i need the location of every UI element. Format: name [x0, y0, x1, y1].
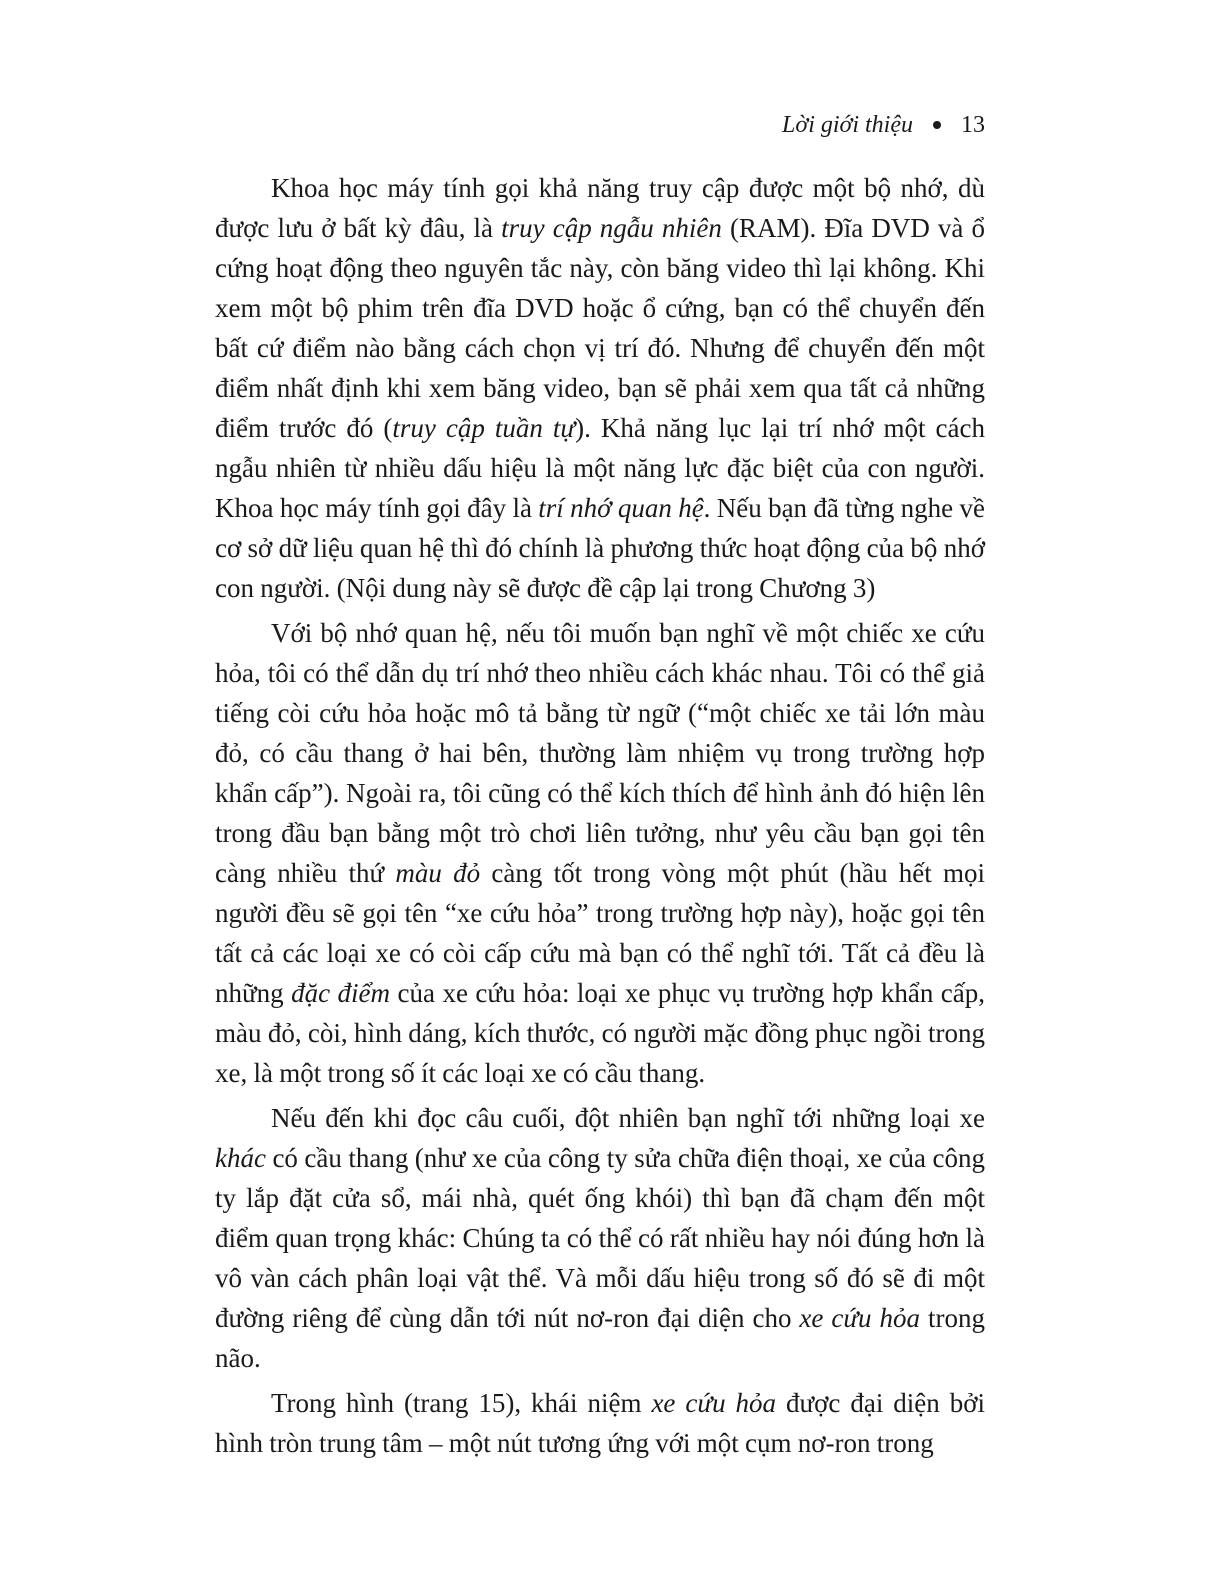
text-run: có cầu thang (như xe của công ty sửa chữa điện thoại, xe của công ty lắp đặt cửa sổ, mái nhà, quét ống khói) thì bạn đã chạm đến một điểm quan trọng khác: Chúng ta có thể có rất nhiều hay nói đúng hơn là vô vàn cách phân loại vật thể. Và mỗi dấu hiệu trong số đó sẽ đi một đường riêng để cùng dẫn tới nút nơ-ron đại diện cho [215, 1143, 985, 1333]
paragraph [215, 1383, 985, 1463]
italic-term: màu đỏ [395, 858, 481, 888]
text-run: (RAM). Đĩa DVD và ổ cứng hoạt động theo nguyên tắc này, còn băng video thì lại không. Khi xem một bộ phim trên đĩa DVD hoặc ổ cứng, bạn có thể chuyển đến bất cứ điểm nào bằng cách chọn vị trí đó. Nhưng để chuyển đến một điểm nhất định khi xem băng video, bạn sẽ phải xem qua tất cả những điểm trước đó ( [215, 213, 986, 443]
text-run: Với bộ nhớ quan hệ, nếu tôi muốn bạn nghĩ về một chiếc xe cứu hỏa, tôi có thể dẫn dụ trí nhớ theo nhiều cách khác nhau. Tôi có thể giả tiếng còi cứu hỏa hoặc mô tả bằng từ ngữ (“một chiếc xe tải lớn màu đỏ, có cầu thang ở hai bên, thường làm nhiệm vụ trong trường hợp khẩn cấp”). Ngoài ra, tôi cũng có thể kích thích để hình ảnh đó hiện lên trong đầu bạn bằng một trò chơi liên tưởng, như yêu cầu bạn gọi tên càng nhiều thứ [215, 618, 985, 888]
paragraph [215, 168, 985, 608]
text-run: . Nếu bạn đã từng nghe về cơ sở dữ liệu quan hệ thì đó chính là phương thức hoạt động của bộ nhớ con người. (Nội dung này sẽ được đề cập lại trong Chương 3) [215, 493, 985, 603]
italic-term: trí nhớ quan hệ [538, 493, 704, 523]
page-number: 13 [961, 112, 985, 138]
running-header [782, 110, 985, 140]
text-run: Khoa học máy tính gọi khả năng truy cập được một bộ nhớ, dù được lưu ở bất kỳ đâu, là [215, 173, 985, 243]
text-run: càng tốt trong vòng một phút (hầu hết mọi người đều sẽ gọi tên “xe cứu hỏa” trong trường hợp này), hoặc gọi tên tất cả các loại xe có còi cấp cứu mà bạn có thể nghĩ tới. Tất cả đều là những [215, 858, 985, 1008]
paragraph [215, 1098, 985, 1378]
text-run: được đại diện bởi hình tròn trung tâm – một nút tương ứng với một cụm nơ-ron trong [215, 1388, 985, 1458]
text-run: ). Khả năng lục lại trí nhớ một cách ngẫu nhiên từ nhiều dấu hiệu là một năng lực đặc biệt của con người. Khoa học máy tính gọi đây là [215, 413, 985, 523]
italic-term: khác [215, 1143, 266, 1173]
italic-term: truy cập ngẫu nhiên [501, 213, 722, 243]
italic-term: đặc điểm [291, 978, 391, 1008]
italic-term: xe cứu hỏa [651, 1388, 777, 1418]
text-run: Trong hình (trang 15), khái niệm [271, 1388, 652, 1418]
chapter-title: Lời giới thiệu [782, 112, 913, 138]
text-run: Nếu đến khi đọc câu cuối, đột nhiên bạn nghĩ tới những loại xe [271, 1103, 985, 1133]
italic-term: truy cập tuần tự [392, 413, 576, 443]
body-text [215, 168, 985, 1468]
bullet-separator-icon [933, 121, 941, 129]
italic-term: xe cứu hỏa [799, 1303, 921, 1333]
paragraph [215, 613, 985, 1093]
text-run: của xe cứu hỏa: loại xe phục vụ trường hợp khẩn cấp, màu đỏ, còi, hình dáng, kích thước, có người mặc đồng phục ngồi trong xe, là một trong số ít các loại xe có cầu thang. [215, 978, 985, 1088]
text-run: trong não. [215, 1303, 985, 1373]
